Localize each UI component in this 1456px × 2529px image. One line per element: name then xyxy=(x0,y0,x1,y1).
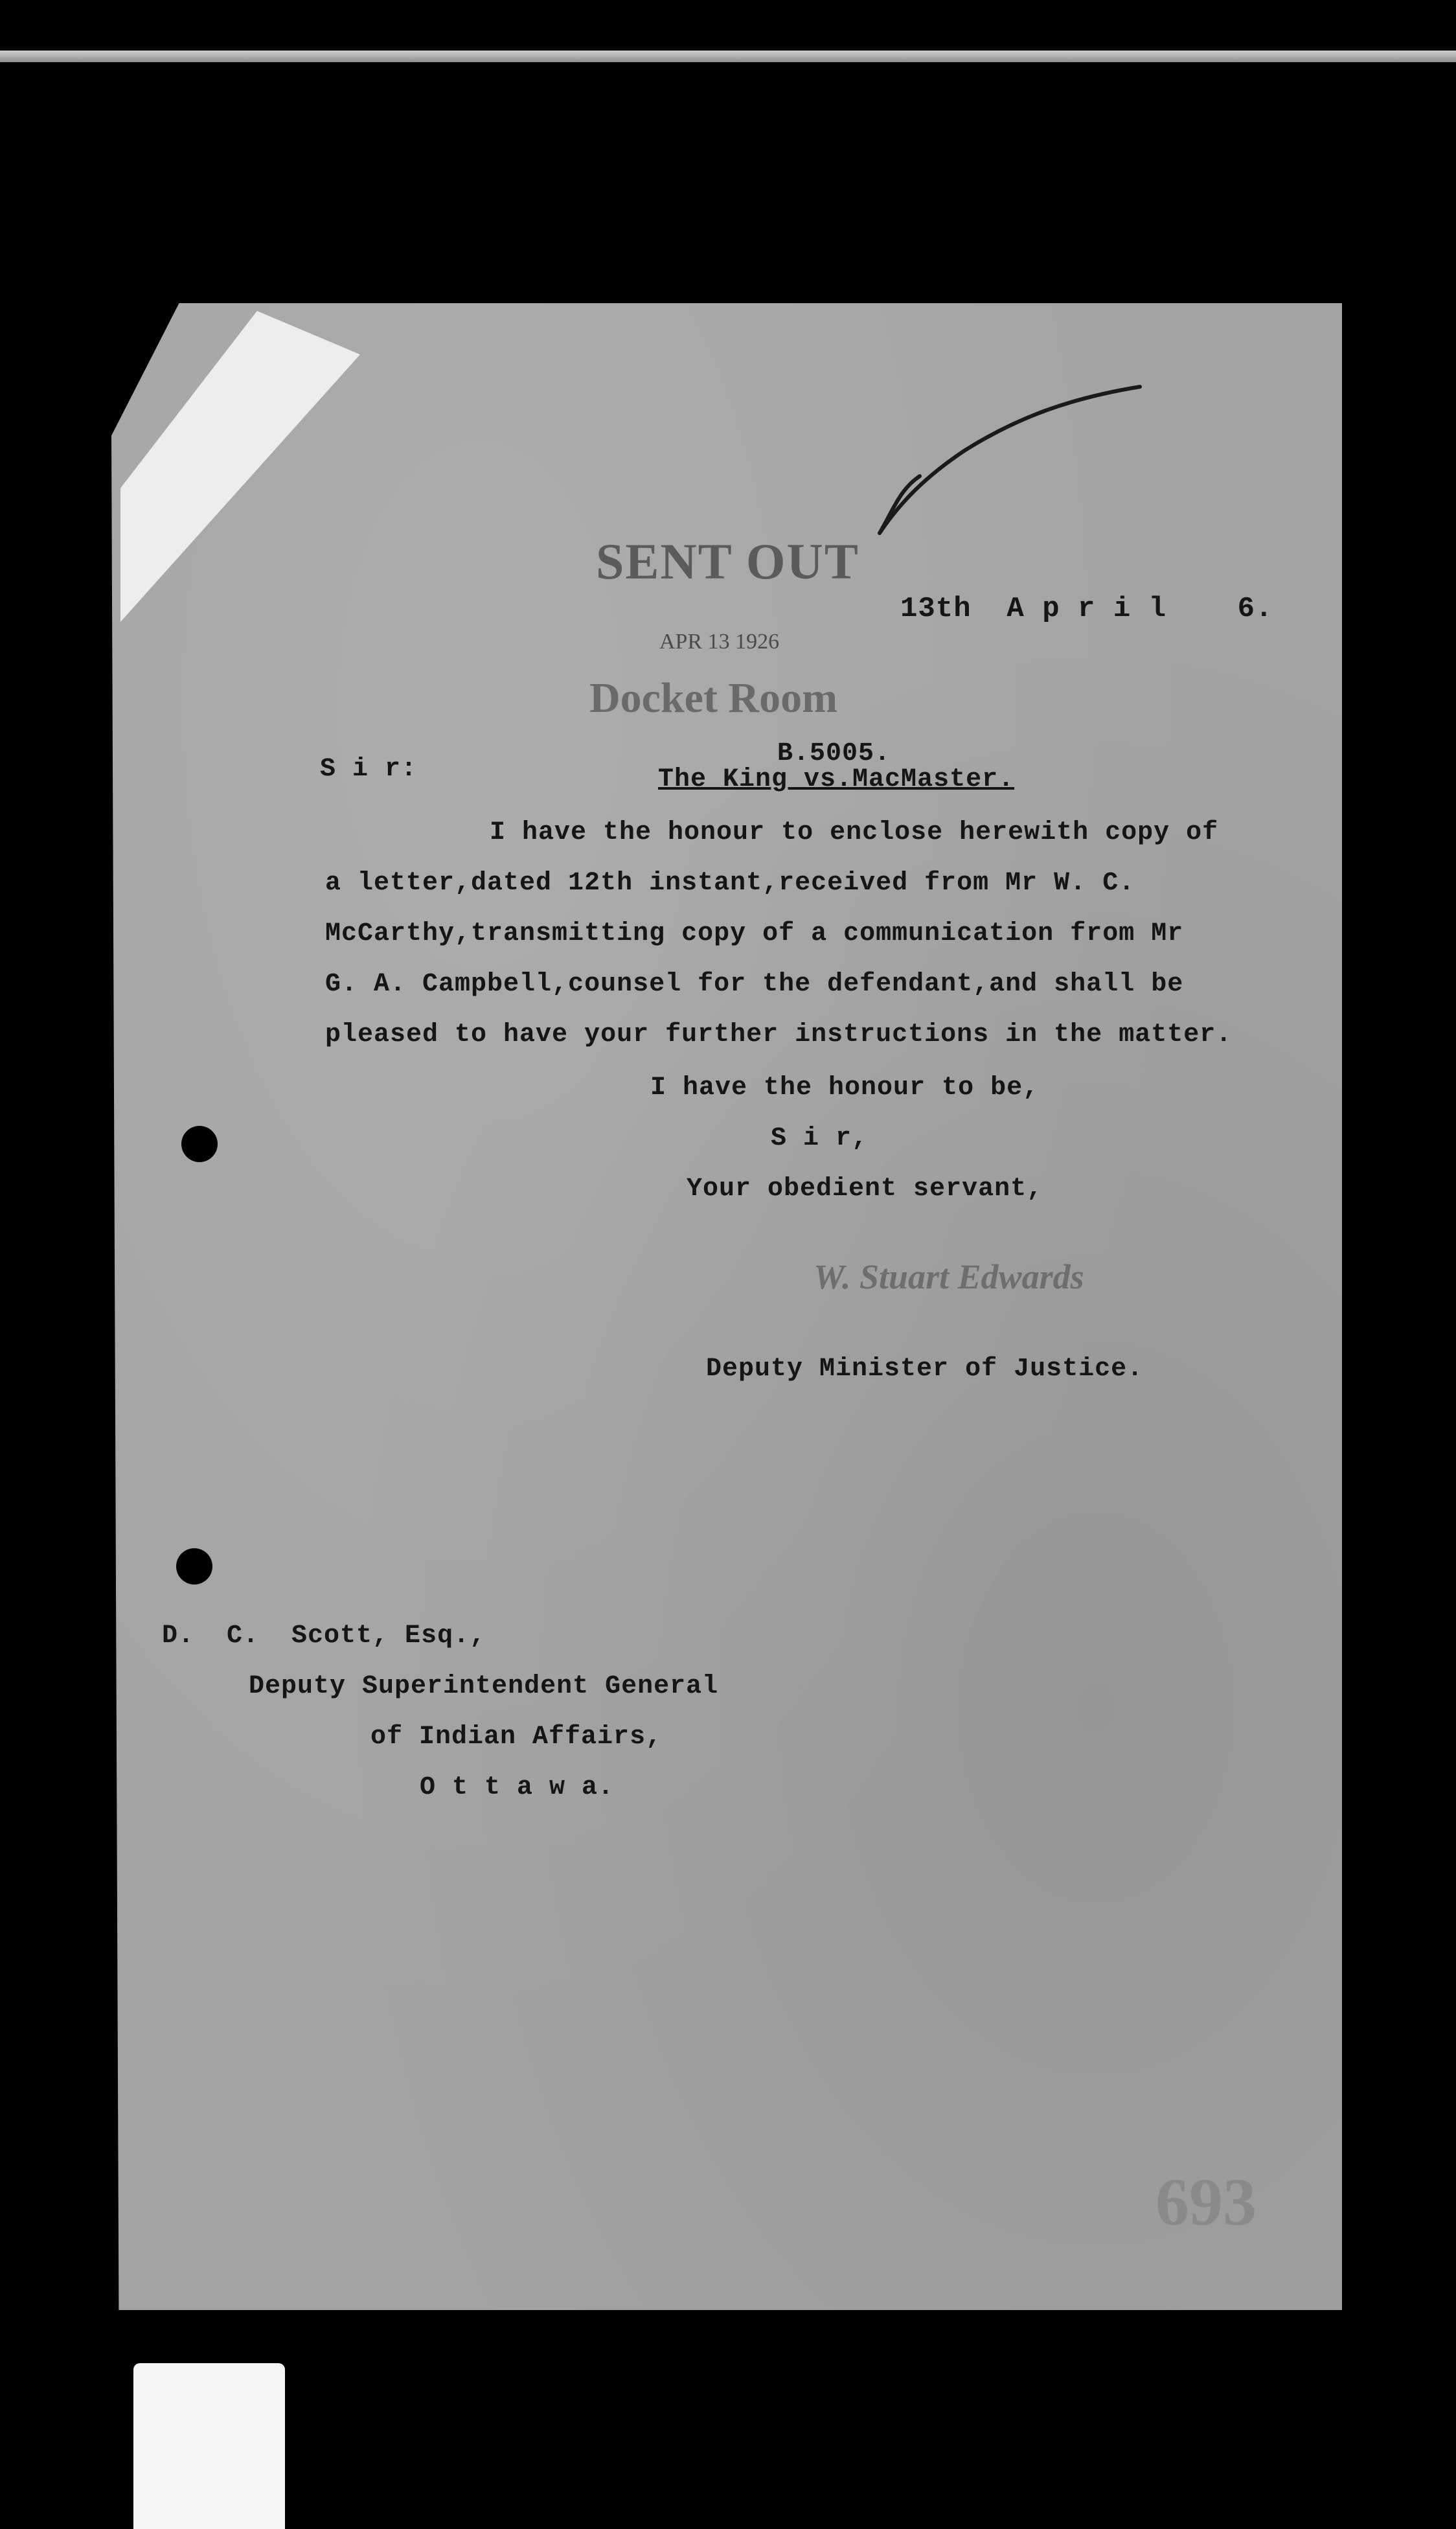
addressee-line: Deputy Superintendent General xyxy=(249,1672,719,1701)
film-strip-edge xyxy=(0,51,1456,62)
letter-subject: The King vs.MacMaster. xyxy=(658,765,1015,794)
page-number: 693 xyxy=(1155,2165,1257,2239)
addressee-line: O t t a w a. xyxy=(420,1773,615,1802)
closing-line: Your obedient servant, xyxy=(687,1174,1043,1204)
signatory-title: Deputy Minister of Justice. xyxy=(706,1355,1144,1384)
punch-hole-top xyxy=(181,1126,218,1162)
body-line: G. A. Campbell,counsel for the defendant,and shall be xyxy=(325,970,1184,999)
body-line: McCarthy,transmitting copy of a communication from Mr xyxy=(325,919,1184,948)
body-line: pleased to have your further instructions in the matter. xyxy=(325,1020,1233,1049)
body-line: a letter,dated 12th instant,received from Mr W. C. xyxy=(325,869,1135,898)
docket-room-stamp: Docket Room xyxy=(589,674,838,722)
letter-date: 13th A p r i l 6. xyxy=(900,593,1273,625)
closing-line: I have the honour to be, xyxy=(650,1073,1040,1103)
signature: W. Stuart Edwards xyxy=(813,1257,1084,1296)
addressee-line: D. C. Scott, Esq., xyxy=(162,1621,486,1651)
file-reference: B.5005. xyxy=(777,739,891,768)
checkmark-icon xyxy=(874,379,1146,541)
film-label xyxy=(133,2363,285,2529)
body-line: I have the honour to enclose herewith copy of xyxy=(490,818,1219,847)
salutation: S i r: xyxy=(320,755,418,784)
sent-out-stamp: SENT OUT xyxy=(596,533,859,589)
closing-line: S i r, xyxy=(771,1124,869,1153)
punch-hole-bottom xyxy=(176,1548,212,1585)
date-stamp: APR 13 1926 xyxy=(659,630,780,654)
addressee-line: of Indian Affairs, xyxy=(370,1722,663,1752)
